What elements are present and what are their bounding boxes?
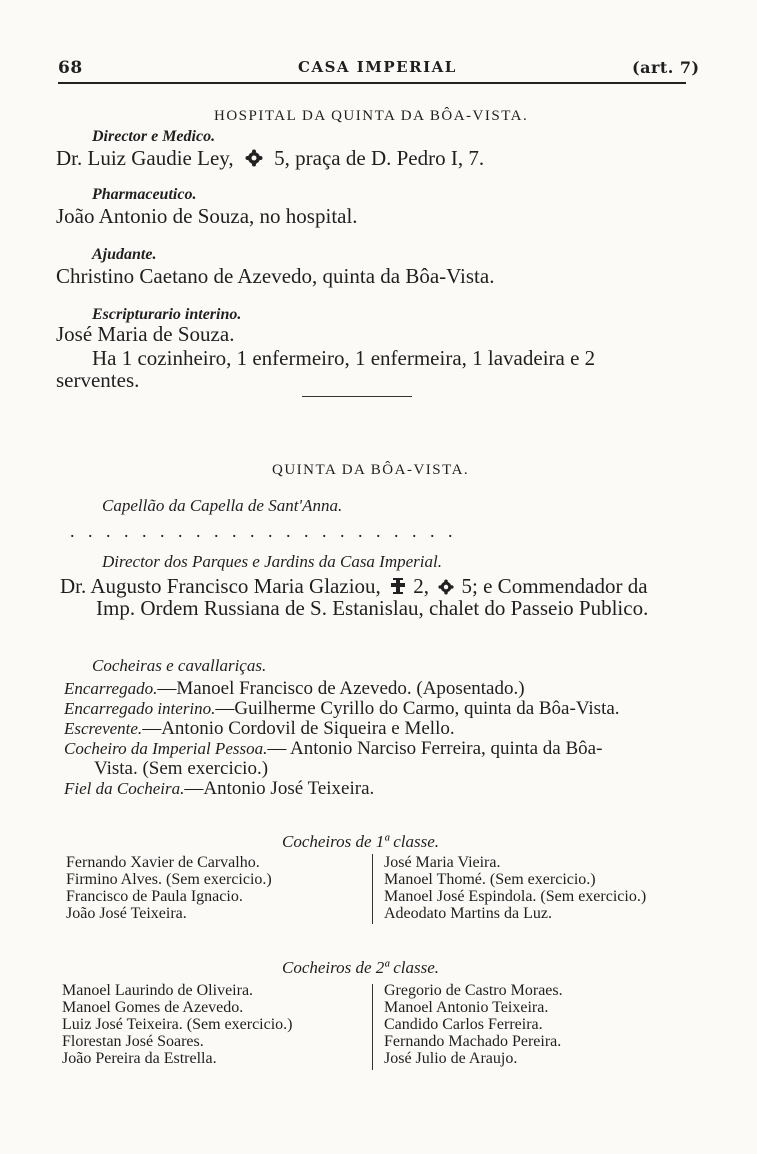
- list-item: Adeodato Martins da Luz.: [384, 905, 552, 922]
- parques-director-label: Director dos Parques e Jardins da Casa Imperial.: [102, 552, 442, 571]
- staff-line-1: Ha 1 cozinheiro, 1 enfermeiro, 1 enfermeira, 1 lavadeira e 2: [92, 346, 596, 370]
- parques-director-name: Dr. Augusto Francisco Maria Glaziou,: [60, 574, 381, 598]
- cocheiras-row-label: Cocheiro da Imperial Pessoa.: [64, 739, 268, 758]
- cocheiras-row-text: — Antonio Narciso Ferreira, quinta da Bôa-: [267, 738, 603, 759]
- pharmaceutico-label: Pharmaceutico.: [92, 186, 197, 203]
- list-item: Manoel Gomes de Azevedo.: [62, 999, 244, 1016]
- escripturario-label: Escripturario interino.: [92, 306, 242, 323]
- list-item: Gregorio de Castro Moraes.: [384, 982, 563, 999]
- dotted-leader: ......................: [70, 521, 466, 541]
- director-entry: [56, 146, 484, 171]
- list-item: Manoel José Espindola. (Sem exercicio.): [384, 888, 647, 905]
- christ-cross-icon: [390, 576, 406, 594]
- ajudante-name: Christino Caetano de Azevedo, quinta da Bôa-Vista.: [56, 264, 495, 288]
- running-title: CASA IMPERIAL: [298, 58, 457, 76]
- director-name: Dr. Luiz Gaudie Ley,: [56, 146, 234, 170]
- parques-director-line-2: Imp. Ordem Russiana de S. Estanislau, chalet do Passeio Publico.: [96, 596, 649, 620]
- cocheiros-2-left-column: [62, 982, 293, 1067]
- list-item: Fernando Xavier de Carvalho.: [66, 854, 260, 871]
- cocheiras-row-text: —Manoel Francisco de Azevedo. (Aposentado.): [157, 678, 525, 699]
- rose-order-value: 5; e Commendador da: [461, 574, 648, 598]
- column-divider: [372, 984, 373, 1070]
- list-item: Florestan José Soares.: [62, 1033, 204, 1050]
- cocheiras-row-label: Encarregado interino.: [64, 699, 216, 718]
- cocheiros-1-right-column: [384, 854, 646, 922]
- list-item: Firmino Alves. (Sem exercicio.): [66, 871, 272, 888]
- ajudante-label: Ajudante.: [92, 246, 157, 263]
- list-item: José Maria Vieira.: [384, 854, 501, 871]
- cocheiras-heading: Cocheiras e cavallariças.: [92, 656, 267, 675]
- list-item: João José Teixeira.: [66, 905, 187, 922]
- director-address: 5, praça de D. Pedro I, 7.: [274, 146, 485, 170]
- cocheiros-1-heading: Cocheiros de 1ª classe.: [282, 832, 440, 851]
- list-item: Candido Carlos Ferreira.: [384, 1016, 543, 1033]
- staff-line-2: serventes.: [56, 368, 140, 392]
- hospital-heading: HOSPITAL DA QUINTA DA BÔA-VISTA.: [214, 108, 529, 124]
- cocheiras-row-text: Vista. (Sem exercicio.): [94, 758, 269, 779]
- capellao-label: Capellão da Capella de Sant'Anna.: [102, 496, 343, 515]
- column-divider: [372, 854, 373, 924]
- list-item: Francisco de Paula Ignacio.: [66, 888, 243, 905]
- escripturario-name: José Maria de Souza.: [56, 322, 235, 346]
- cocheiras-row-continuation: [94, 758, 268, 780]
- quinta-heading: QUINTA DA BÔA-VISTA.: [272, 462, 470, 478]
- cocheiros-2-heading: Cocheiros de 2ª classe.: [282, 958, 440, 977]
- pharmaceutico-name: João Antonio de Souza, no hospital.: [56, 204, 358, 228]
- list-item: Manoel Antonio Teixeira.: [384, 999, 549, 1016]
- list-item: Manoel Laurindo de Oliveira.: [62, 982, 254, 999]
- cocheiras-row-label: Encarregado.: [64, 679, 158, 698]
- section-divider: [302, 396, 412, 397]
- header-rule: [58, 82, 686, 84]
- list-item: Manoel Thomé. (Sem exercicio.): [384, 871, 596, 888]
- cocheiras-row: [64, 678, 525, 700]
- list-item: Luiz José Teixeira. (Sem exercicio.): [62, 1016, 293, 1033]
- cocheiras-row-label: Fiel da Cocheira.: [64, 779, 185, 798]
- cocheiras-row: [64, 718, 455, 740]
- rose-order-icon: [245, 148, 263, 166]
- rose-order-icon: [438, 576, 454, 592]
- cocheiras-row-text: —Guilherme Cyrillo do Carmo, quinta da Bôa-Vista.: [215, 698, 620, 719]
- cocheiras-row: [64, 778, 374, 800]
- cocheiras-row: [64, 698, 620, 720]
- list-item: Fernando Machado Pereira.: [384, 1033, 562, 1050]
- cocheiras-row: [64, 738, 602, 760]
- cocheiras-row-label: Escrevente.: [64, 719, 143, 738]
- cocheiras-row-text: —Antonio Cordovil de Siqueira e Mello.: [142, 718, 455, 739]
- cocheiros-2-right-column: [384, 982, 563, 1067]
- cocheiros-1-left-column: [66, 854, 272, 922]
- director-label: Director e Medico.: [92, 128, 216, 145]
- list-item: João Pereira da Estrella.: [62, 1050, 217, 1067]
- page-number: 68: [58, 58, 83, 78]
- cocheiras-row-text: —Antonio José Teixeira.: [184, 778, 375, 799]
- cross-order-value: 2,: [413, 574, 430, 598]
- article-reference: (art. 7): [632, 58, 700, 77]
- list-item: José Julio de Araujo.: [384, 1050, 518, 1067]
